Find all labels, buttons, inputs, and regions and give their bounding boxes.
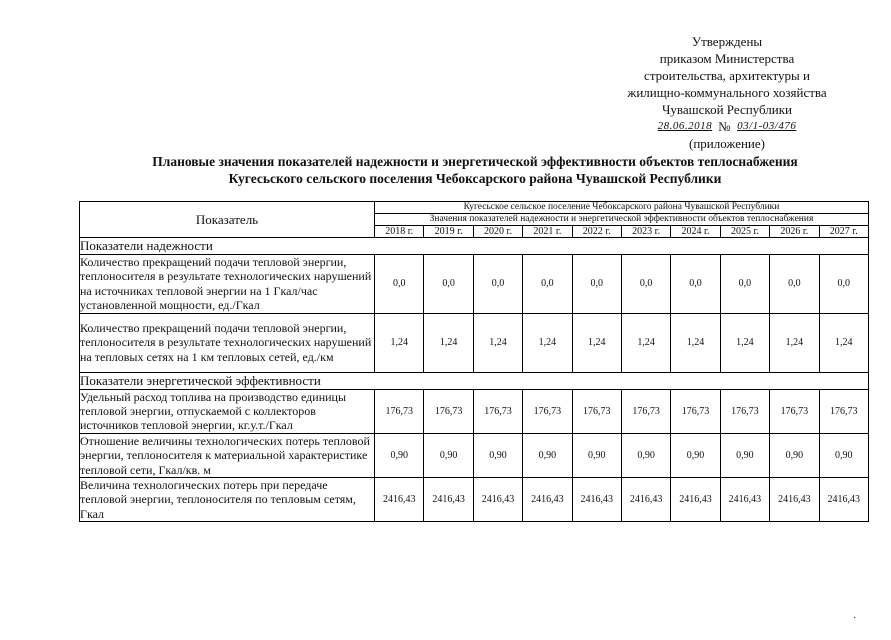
year-header: 2019 г. (424, 226, 473, 238)
indicator-header: Показатель (80, 202, 375, 238)
indicators-table (79, 201, 869, 522)
year-header: 2022 г. (572, 226, 621, 238)
page-mark: · (853, 613, 857, 624)
indicator-value: 2416,43 (473, 478, 522, 522)
indicator-value: 0,90 (523, 433, 572, 477)
approval-line: жилищно-коммунального хозяйства (627, 85, 827, 100)
indicator-value: 0,90 (424, 433, 473, 477)
indicator-label: Количество прекращений подачи тепловой энергии, теплоносителя в результате технологических нарушений на источниках тепловой энергии на 1 Гкал/час установленной мощности, ед./Гкал (80, 255, 375, 314)
indicator-value: 0,90 (621, 433, 670, 477)
section-title: Показатели энергетической эффективности (80, 372, 869, 389)
indicator-label: Удельный расход топлива на производство единицы тепловой энергии, отпускаемой с коллекторов источников тепловой энергии, кг.у.т./Гкал (80, 389, 375, 433)
table-row (80, 478, 869, 522)
indicator-value: 1,24 (473, 313, 522, 372)
indicator-value: 176,73 (424, 389, 473, 433)
annex-label: (приложение) (688, 136, 765, 151)
table-row (80, 255, 869, 314)
approval-block (612, 33, 842, 152)
indicator-value: 176,73 (375, 389, 424, 433)
indicator-value: 176,73 (819, 389, 868, 433)
order-number-label: № (718, 119, 732, 134)
year-header: 2021 г. (523, 226, 572, 238)
indicator-value: 2416,43 (671, 478, 720, 522)
indicator-value: 1,24 (424, 313, 473, 372)
indicator-value: 2416,43 (572, 478, 621, 522)
indicator-value: 1,24 (523, 313, 572, 372)
indicator-label: Величина технологических потерь при передаче тепловой энергии, теплоносителя по тепловым сетям, Гкал (80, 478, 375, 522)
indicator-value: 176,73 (473, 389, 522, 433)
year-header: 2018 г. (375, 226, 424, 238)
indicator-label: Количество прекращений подачи тепловой энергии, теплоносителя в результате технологических нарушений на тепловых сетях на 1 км тепловых сетей, ед./км (80, 313, 375, 372)
indicator-value: 2416,43 (523, 478, 572, 522)
indicator-value: 0,0 (523, 255, 572, 314)
indicator-value: 1,24 (375, 313, 424, 372)
region-header: Кугесьское сельское поселение Чебоксарского района Чувашской Республики (375, 202, 869, 214)
indicator-value: 176,73 (720, 389, 769, 433)
indicator-value: 0,90 (375, 433, 424, 477)
section-row (80, 372, 869, 389)
indicator-value: 1,24 (671, 313, 720, 372)
approval-line: Чувашской Республики (661, 102, 793, 117)
indicator-value: 2416,43 (770, 478, 819, 522)
indicator-value: 0,90 (473, 433, 522, 477)
indicator-value: 176,73 (572, 389, 621, 433)
indicator-value: 2416,43 (375, 478, 424, 522)
indicator-value: 1,24 (819, 313, 868, 372)
indicator-value: 0,0 (671, 255, 720, 314)
table-row (80, 313, 869, 372)
approval-line: строительства, архитектуры и (644, 68, 810, 83)
indicator-value: 0,0 (572, 255, 621, 314)
approval-line: Утверждены (691, 34, 763, 49)
order-number: 03/1-03/476 (737, 120, 797, 132)
indicator-value: 176,73 (770, 389, 819, 433)
title-line-2: Кугесьского сельского поселения Чебоксарского района Чувашской Республики (228, 171, 722, 186)
order-date: 28.06.2018 (657, 120, 713, 132)
indicator-value: 1,24 (770, 313, 819, 372)
indicator-value: 1,24 (720, 313, 769, 372)
year-header: 2027 г. (819, 226, 868, 238)
indicator-value: 0,0 (770, 255, 819, 314)
indicator-value: 1,24 (572, 313, 621, 372)
indicator-label: Отношение величины технологических потерь тепловой энергии, теплоносителя к материальной характеристике тепловой сети, Гкал/кв. м (80, 433, 375, 477)
indicator-value: 2416,43 (621, 478, 670, 522)
table-row (80, 433, 869, 477)
indicator-value: 1,24 (621, 313, 670, 372)
indicator-value: 0,0 (424, 255, 473, 314)
indicator-value: 0,0 (375, 255, 424, 314)
indicator-value: 0,0 (621, 255, 670, 314)
order-date-number (612, 118, 842, 135)
indicator-value: 0,90 (770, 433, 819, 477)
indicator-value: 2416,43 (819, 478, 868, 522)
year-header: 2026 г. (770, 226, 819, 238)
approval-line: приказом Министерства (659, 51, 795, 66)
indicator-value: 0,90 (720, 433, 769, 477)
section-row (80, 238, 869, 255)
indicator-value: 176,73 (671, 389, 720, 433)
indicator-value: 0,0 (720, 255, 769, 314)
indicator-value: 0,0 (819, 255, 868, 314)
year-header: 2025 г. (720, 226, 769, 238)
indicator-value: 0,90 (819, 433, 868, 477)
indicator-value: 0,90 (572, 433, 621, 477)
indicator-value: 0,0 (473, 255, 522, 314)
section-title: Показатели надежности (80, 238, 869, 255)
table-row (80, 389, 869, 433)
indicator-value: 0,90 (671, 433, 720, 477)
title-line-1: Плановые значения показателей надежности и энергетической эффективности объектов теплоснабжения (152, 154, 798, 169)
indicator-value: 176,73 (621, 389, 670, 433)
year-header: 2020 г. (473, 226, 522, 238)
year-header: 2024 г. (671, 226, 720, 238)
values-header: Значения показателей надежности и энергетической эффективности объектов теплоснабжения (375, 214, 869, 226)
indicator-value: 176,73 (523, 389, 572, 433)
document-title (90, 153, 860, 187)
indicator-value: 2416,43 (424, 478, 473, 522)
indicator-value: 2416,43 (720, 478, 769, 522)
year-header: 2023 г. (621, 226, 670, 238)
